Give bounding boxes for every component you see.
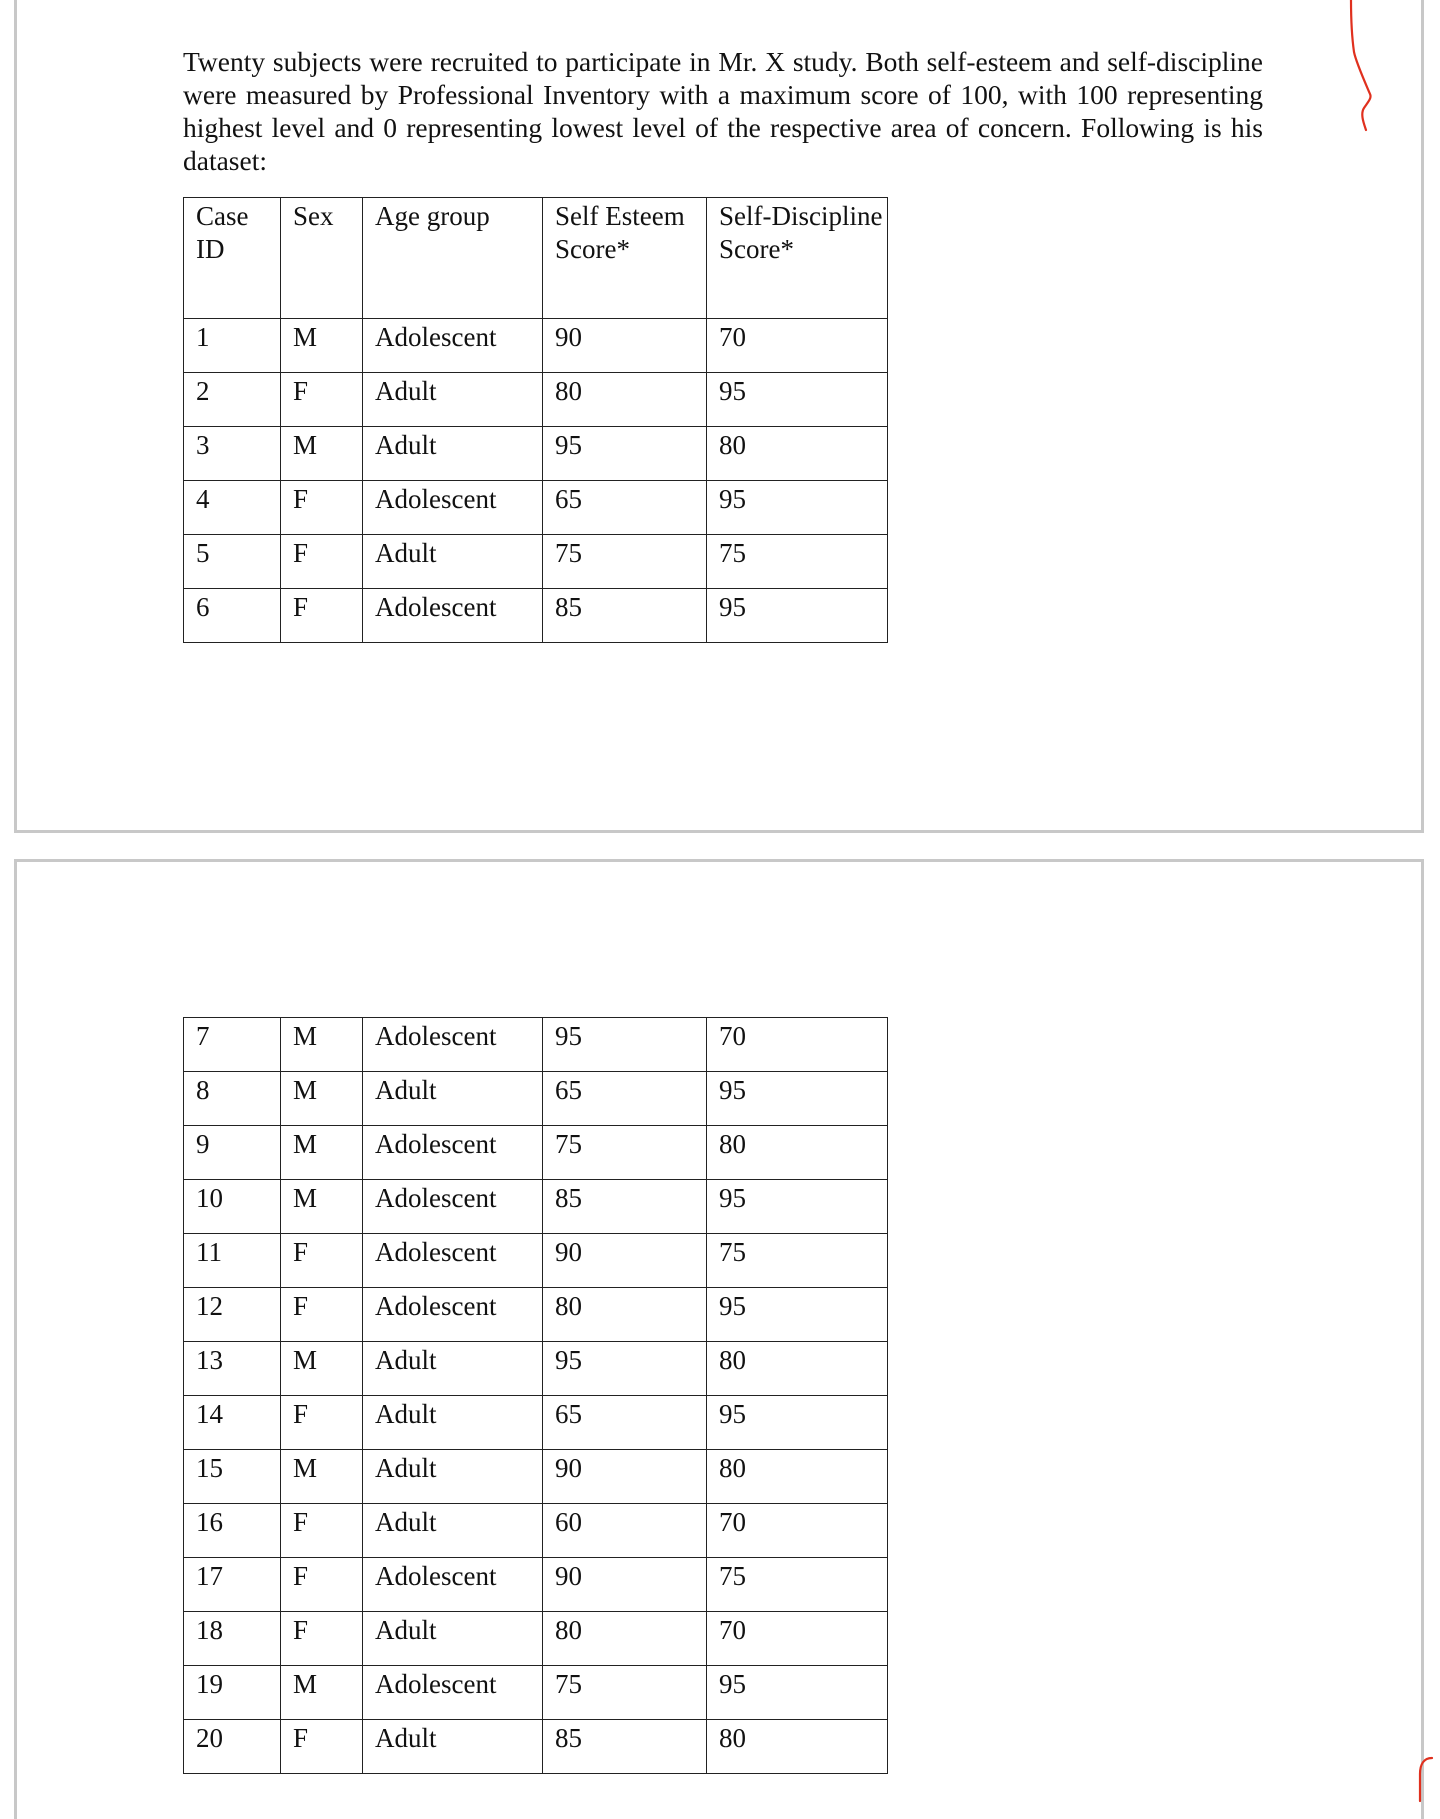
cell-self-esteem-score: 95 (543, 427, 707, 481)
cell-self-discipline-score: 70 (707, 1612, 888, 1666)
cell-self-esteem-score: 90 (543, 1558, 707, 1612)
cell-age-group: Adolescent (363, 589, 543, 643)
table-body-part-1 (184, 319, 888, 643)
cell-age-group: Adolescent (363, 1558, 543, 1612)
cell-age-group: Adult (363, 535, 543, 589)
cell-age-group: Adult (363, 1504, 543, 1558)
cell-sex: F (281, 535, 363, 589)
cell-self-discipline-score: 75 (707, 535, 888, 589)
table-row (184, 1720, 888, 1774)
cell-age-group: Adult (363, 427, 543, 481)
cell-sex: F (281, 481, 363, 535)
table-row (184, 427, 888, 481)
cell-self-discipline-score: 70 (707, 319, 888, 373)
cell-case-id: 11 (184, 1234, 281, 1288)
cell-case-id: 12 (184, 1288, 281, 1342)
cell-self-esteem-score: 80 (543, 373, 707, 427)
header-self-discipline-score: Self-Discipline Score* (707, 198, 888, 319)
cell-case-id: 8 (184, 1072, 281, 1126)
cell-age-group: Adolescent (363, 1234, 543, 1288)
cell-age-group: Adult (363, 1396, 543, 1450)
table-row (184, 1288, 888, 1342)
cell-sex: M (281, 319, 363, 373)
table-row (184, 319, 888, 373)
document-page-1 (14, 0, 1424, 833)
cell-self-esteem-score: 90 (543, 319, 707, 373)
cell-self-esteem-score: 80 (543, 1288, 707, 1342)
cell-age-group: Adult (363, 1720, 543, 1774)
cell-age-group: Adolescent (363, 1018, 543, 1072)
cell-age-group: Adult (363, 1342, 543, 1396)
cell-age-group: Adolescent (363, 319, 543, 373)
cell-sex: M (281, 1180, 363, 1234)
header-age-group: Age group (363, 198, 543, 319)
cell-case-id: 15 (184, 1450, 281, 1504)
cell-sex: M (281, 1666, 363, 1720)
cell-self-discipline-score: 95 (707, 373, 888, 427)
red-ink-annotation-top (1330, 0, 1390, 140)
cell-case-id: 14 (184, 1396, 281, 1450)
cell-age-group: Adolescent (363, 481, 543, 535)
cell-case-id: 1 (184, 319, 281, 373)
cell-case-id: 2 (184, 373, 281, 427)
cell-self-discipline-score: 95 (707, 481, 888, 535)
cell-sex: F (281, 1612, 363, 1666)
cell-self-discipline-score: 75 (707, 1558, 888, 1612)
cell-case-id: 10 (184, 1180, 281, 1234)
cell-case-id: 18 (184, 1612, 281, 1666)
cell-self-esteem-score: 90 (543, 1450, 707, 1504)
cell-self-discipline-score: 95 (707, 1180, 888, 1234)
cell-self-esteem-score: 75 (543, 535, 707, 589)
cell-self-esteem-score: 85 (543, 589, 707, 643)
header-self-esteem-score: Self Esteem Score* (543, 198, 707, 319)
table-body-part-2 (184, 1018, 888, 1774)
cell-case-id: 20 (184, 1720, 281, 1774)
cell-self-esteem-score: 65 (543, 1072, 707, 1126)
table-row (184, 589, 888, 643)
cell-age-group: Adult (363, 1450, 543, 1504)
cell-case-id: 7 (184, 1018, 281, 1072)
cell-self-discipline-score: 80 (707, 1450, 888, 1504)
table-row (184, 1180, 888, 1234)
cell-self-discipline-score: 70 (707, 1504, 888, 1558)
cell-sex: M (281, 1450, 363, 1504)
cell-self-discipline-score: 80 (707, 427, 888, 481)
cell-sex: F (281, 1558, 363, 1612)
cell-case-id: 9 (184, 1126, 281, 1180)
cell-case-id: 16 (184, 1504, 281, 1558)
cell-self-discipline-score: 95 (707, 1666, 888, 1720)
table-row (184, 1396, 888, 1450)
cell-sex: F (281, 589, 363, 643)
cell-self-discipline-score: 80 (707, 1720, 888, 1774)
table-row (184, 1504, 888, 1558)
cell-sex: F (281, 1720, 363, 1774)
cell-case-id: 17 (184, 1558, 281, 1612)
header-case-id: Case ID (184, 198, 281, 319)
red-ink-annotation-bottom (1400, 1752, 1440, 1801)
header-sex: Sex (281, 198, 363, 319)
cell-self-esteem-score: 75 (543, 1126, 707, 1180)
cell-sex: M (281, 1072, 363, 1126)
table-row (184, 535, 888, 589)
cell-case-id: 19 (184, 1666, 281, 1720)
cell-self-esteem-score: 60 (543, 1504, 707, 1558)
cell-self-esteem-score: 85 (543, 1180, 707, 1234)
table-row (184, 481, 888, 535)
cell-age-group: Adult (363, 1612, 543, 1666)
cell-sex: F (281, 1234, 363, 1288)
cell-sex: M (281, 1126, 363, 1180)
table-row (184, 1612, 888, 1666)
cell-self-esteem-score: 80 (543, 1612, 707, 1666)
cell-self-discipline-score: 80 (707, 1126, 888, 1180)
dataset-table-part-2 (183, 1017, 888, 1774)
cell-sex: F (281, 1504, 363, 1558)
cell-self-esteem-score: 65 (543, 1396, 707, 1450)
cell-age-group: Adolescent (363, 1126, 543, 1180)
cell-sex: F (281, 1288, 363, 1342)
table-row (184, 1072, 888, 1126)
cell-self-discipline-score: 70 (707, 1018, 888, 1072)
cell-case-id: 5 (184, 535, 281, 589)
intro-paragraph: Twenty subjects were recruited to participate in Mr. X study. Both self-esteem and self-discipline were measured by Professional Inventory with a maximum score of 100, with 100 representing highest level and 0 representing lowest level of the respective area of concern. Following is his dataset: (183, 46, 1263, 176)
table-header-row (184, 198, 888, 319)
cell-case-id: 13 (184, 1342, 281, 1396)
cell-age-group: Adult (363, 373, 543, 427)
cell-sex: F (281, 373, 363, 427)
cell-self-discipline-score: 95 (707, 589, 888, 643)
cell-self-esteem-score: 75 (543, 1666, 707, 1720)
cell-self-discipline-score: 95 (707, 1288, 888, 1342)
cell-sex: F (281, 1396, 363, 1450)
cell-self-esteem-score: 85 (543, 1720, 707, 1774)
cell-self-esteem-score: 95 (543, 1342, 707, 1396)
document-page-2 (14, 859, 1424, 1819)
table-row (184, 1234, 888, 1288)
cell-self-esteem-score: 95 (543, 1018, 707, 1072)
dataset-table-part-1 (183, 197, 888, 643)
cell-age-group: Adult (363, 1072, 543, 1126)
table-row (184, 1666, 888, 1720)
cell-case-id: 3 (184, 427, 281, 481)
cell-self-esteem-score: 90 (543, 1234, 707, 1288)
cell-sex: M (281, 427, 363, 481)
cell-sex: M (281, 1342, 363, 1396)
table-row (184, 1558, 888, 1612)
cell-self-discipline-score: 95 (707, 1396, 888, 1450)
table-row (184, 1126, 888, 1180)
cell-age-group: Adolescent (363, 1666, 543, 1720)
table-row (184, 1450, 888, 1504)
cell-age-group: Adolescent (363, 1288, 543, 1342)
cell-sex: M (281, 1018, 363, 1072)
table-row (184, 373, 888, 427)
cell-age-group: Adolescent (363, 1180, 543, 1234)
cell-self-discipline-score: 95 (707, 1072, 888, 1126)
cell-self-discipline-score: 80 (707, 1342, 888, 1396)
table-row (184, 1342, 888, 1396)
cell-case-id: 6 (184, 589, 281, 643)
table-row (184, 1018, 888, 1072)
cell-self-discipline-score: 75 (707, 1234, 888, 1288)
cell-case-id: 4 (184, 481, 281, 535)
cell-self-esteem-score: 65 (543, 481, 707, 535)
